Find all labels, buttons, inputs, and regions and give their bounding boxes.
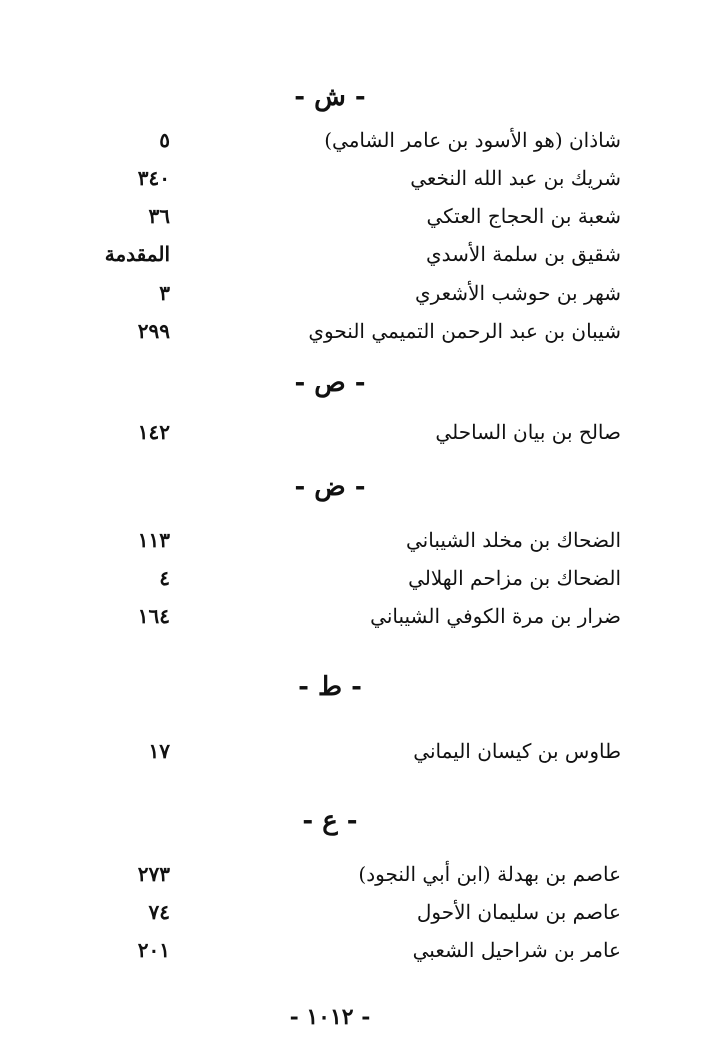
section-heading-sad: - ص - bbox=[294, 368, 366, 398]
entry-page-number: ٢٧٣ bbox=[137, 862, 170, 886]
entry-name: الضحاك بن مخلد الشيباني bbox=[406, 528, 621, 552]
page-number-footer: - ١٠١٢ - bbox=[289, 1004, 371, 1030]
index-entry bbox=[0, 281, 725, 315]
entry-page-number: ٤ bbox=[159, 566, 170, 590]
entry-name: شريك بن عبد الله النخعي bbox=[410, 166, 621, 190]
entry-name: شاذان (هو الأسود بن عامر الشامي) bbox=[324, 128, 621, 152]
entry-page-number: ٧٤ bbox=[148, 900, 170, 924]
entry-page-number: ١١٣ bbox=[137, 528, 170, 552]
entry-page-number: ١٦٤ bbox=[137, 604, 170, 628]
entry-name: صالح بن بيان الساحلي bbox=[435, 420, 621, 444]
index-entry bbox=[0, 862, 725, 896]
entry-page-number: المقدمة bbox=[104, 242, 170, 266]
index-entry bbox=[0, 938, 725, 972]
entry-page-number: ٣٦ bbox=[148, 204, 170, 228]
section-heading-shin: - ش - bbox=[294, 82, 366, 112]
entry-page-number: ١٧ bbox=[148, 739, 170, 763]
entry-page-number: ٥ bbox=[159, 128, 170, 152]
entry-name: عاصم بن سليمان الأحول bbox=[416, 900, 621, 924]
entry-name: شقيق بن سلمة الأسدي bbox=[426, 242, 621, 266]
section-heading-ta: - ط - bbox=[298, 672, 362, 702]
index-entry bbox=[0, 566, 725, 600]
entry-name: شيبان بن عبد الرحمن التميمي النحوي bbox=[308, 319, 621, 343]
index-entry bbox=[0, 128, 725, 162]
index-entry bbox=[0, 319, 725, 353]
index-entry bbox=[0, 739, 725, 773]
entry-page-number: ٣ bbox=[159, 281, 170, 305]
entry-name: طاوس بن كيسان اليماني bbox=[413, 739, 621, 763]
index-entry bbox=[0, 242, 725, 276]
entry-name: عاصم بن بهدلة (ابن أبي النجود) bbox=[358, 862, 621, 886]
entry-name: شهر بن حوشب الأشعري bbox=[414, 281, 621, 305]
entry-name: عامر بن شراحيل الشعبي bbox=[412, 938, 621, 962]
section-heading-dad: - ض - bbox=[294, 472, 366, 502]
index-entry bbox=[0, 900, 725, 934]
entry-name: ضرار بن مرة الكوفي الشيباني bbox=[370, 604, 621, 628]
entry-name: الضحاك بن مزاحم الهلالي bbox=[408, 566, 621, 590]
entry-name: شعبة بن الحجاج العتكي bbox=[426, 204, 621, 228]
entry-page-number: ٣٤٠ bbox=[137, 166, 170, 190]
entry-page-number: ٢٩٩ bbox=[137, 319, 170, 343]
section-heading-ain: - ع - bbox=[302, 806, 358, 836]
index-entry bbox=[0, 420, 725, 454]
index-entry bbox=[0, 204, 725, 238]
entry-page-number: ١٤٢ bbox=[137, 420, 170, 444]
index-entry bbox=[0, 166, 725, 200]
index-entry bbox=[0, 528, 725, 562]
index-entry bbox=[0, 604, 725, 638]
entry-page-number: ٢٠١ bbox=[137, 938, 170, 962]
